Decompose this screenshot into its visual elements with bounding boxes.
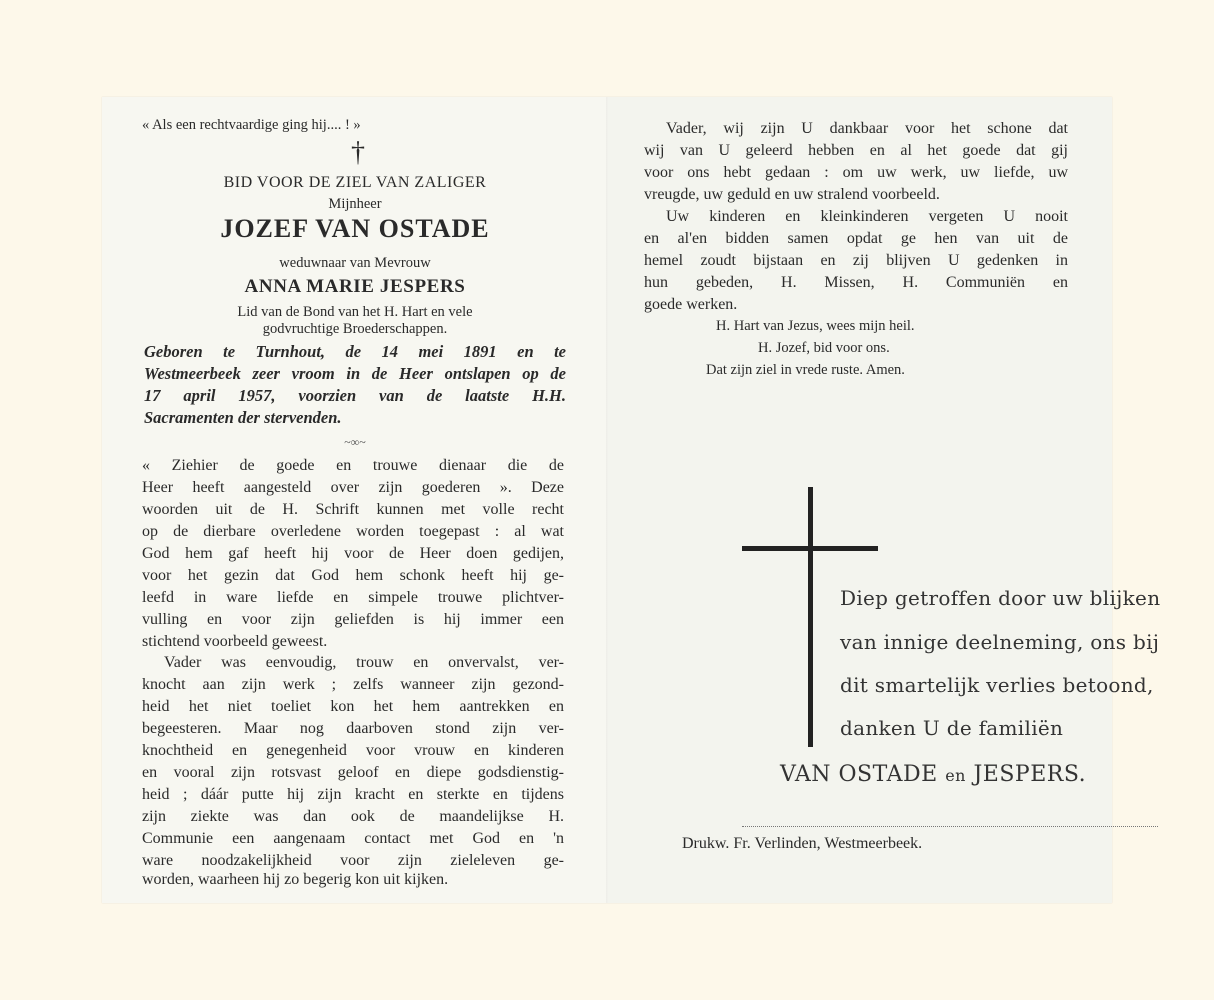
- family-name-2: JESPERS.: [973, 762, 1087, 787]
- body-text-line: God hem gaf heeft hij voor de Heer doen gedijen,: [142, 545, 564, 562]
- body-text-line: en al'en bidden samen opdat ge hen van uit de: [644, 230, 1068, 247]
- body-text-line: woorden uit de H. Schrift kunnen met volle recht: [142, 501, 564, 518]
- body-text-line: Vader was eenvoudig, trouw en onvervalst, ver-: [164, 654, 564, 671]
- body-text-line: voor het gezin dat God hem schonk heeft hij ge-: [142, 567, 564, 584]
- membership-line: godvruchtige Broederschappen.: [262, 321, 448, 337]
- spouse-name: ANNA MARIE JESPERS: [244, 276, 466, 297]
- ornament-divider: ~∞~: [344, 435, 366, 449]
- body-text-line: knocht aan zijn werk ; zelfs wanneer zijn gezond-: [142, 676, 564, 693]
- body-text-line: begeesteren. Maar nog daarboven stond zijn ver-: [142, 720, 564, 737]
- family-joiner: en: [945, 766, 966, 785]
- epigraph: « Als een rechtvaardige ging hij.... ! »: [142, 117, 361, 133]
- body-text-line: « Ziehier de goede en trouwe dienaar die de: [142, 457, 564, 474]
- body-text-line: wij van U geleerd hebben en al het goede dat gij: [644, 142, 1068, 159]
- memorial-card: [102, 97, 1161, 903]
- honorific: Mijnheer: [328, 196, 382, 212]
- membership-line: Lid van de Bond van het H. Hart en vele: [237, 304, 473, 320]
- body-text-line: heid het niet toeliet kon het hem aantrekken en: [142, 698, 564, 715]
- thanks-line: Diep getroffen door uw blijken: [840, 586, 1161, 610]
- printer-credit: Drukw. Fr. Verlinden, Westmeerbeek.: [682, 835, 923, 852]
- body-text-line: ware noodzakelijkheid voor zijn zieleleven ge-: [142, 852, 564, 869]
- thanks-line: van innige deelneming, ons bij: [840, 630, 1160, 654]
- prayer-line: H. Jozef, bid voor ons.: [758, 340, 890, 356]
- body-text-line: Heer heeft aangesteld over zijn goederen ». Deze: [142, 479, 564, 496]
- body-text-line: Uw kinderen en kleinkinderen vergeten U nooit: [666, 208, 1068, 225]
- birth-death-line: Geboren te Turnhout, de 14 mei 1891 en te: [144, 342, 566, 361]
- body-text-line: vreugde, uw geduld en uw stralend voorbeeld.: [644, 186, 940, 203]
- cross-icon: †: [351, 137, 365, 168]
- watermark: [878, 452, 893, 506]
- body-text-line: leefd in ware liefde en simpele trouwe plichtver-: [142, 589, 564, 606]
- body-text-line: voor ons hebt gedaan : om uw werk, uw liefde, uw: [644, 164, 1068, 181]
- prayer-line: H. Hart van Jezus, wees mijn heil.: [716, 318, 915, 334]
- body-text-line: hemel zoudt bijstaan en zij blijven U gedenken in: [644, 252, 1068, 269]
- body-text-line: hun gebeden, H. Missen, H. Communiën en: [644, 274, 1068, 291]
- body-text-line: worden, waarheen hij zo begerig kon uit kijken.: [142, 871, 449, 888]
- body-text-line: heid ; dáár putte hij zijn kracht en sterkte en tijdens: [142, 786, 564, 803]
- thanks-line: dit smartelijk verlies betoond,: [840, 673, 1154, 697]
- prayer-heading: BID VOOR DE ZIEL VAN ZALIGER: [223, 174, 487, 191]
- cross-bar: [742, 546, 878, 551]
- family-names: [780, 762, 1086, 787]
- birth-death-line: Westmeerbeek zeer vroom in de Heer ontslapen op de: [144, 364, 566, 383]
- dotted-divider: [742, 826, 1158, 827]
- birth-death-line: 17 april 1957, voorzien van de laatste H.H.: [144, 386, 566, 405]
- cross-icon: [808, 487, 813, 747]
- body-text-line: op de dierbare overledene worden toegepast : al wat: [142, 523, 564, 540]
- body-text-line: knochtheid en genegenheid voor vrouw en kinderen: [142, 742, 564, 759]
- thanks-line: danken U de familiën: [840, 716, 1064, 740]
- body-text-line: goede werken.: [644, 296, 738, 313]
- birth-death-line: Sacramenten der stervenden.: [144, 408, 342, 427]
- body-text-line: en vooral zijn rotsvast geloof en diepe godsdienstig-: [142, 764, 564, 781]
- prayer-line: Dat zijn ziel in vrede ruste. Amen.: [706, 362, 905, 378]
- right-panel: [608, 97, 1161, 903]
- body-text-line: zijn ziekte was dan ook de maandelijkse H.: [142, 808, 564, 825]
- body-text-line: vulling en voor zijn geliefden is hij immer een: [142, 611, 564, 628]
- left-panel: [102, 97, 608, 903]
- body-text-line: Vader, wij zijn U dankbaar voor het schone dat: [666, 120, 1068, 137]
- deceased-name: JOZEF VAN OSTADE: [220, 214, 490, 243]
- widower-line: weduwnaar van Mevrouw: [279, 255, 431, 271]
- family-name-1: VAN OSTADE: [780, 762, 938, 787]
- body-text-line: Communie een aangenaam contact met God en 'n: [142, 830, 564, 847]
- body-text-line: stichtend voorbeeld geweest.: [142, 633, 328, 650]
